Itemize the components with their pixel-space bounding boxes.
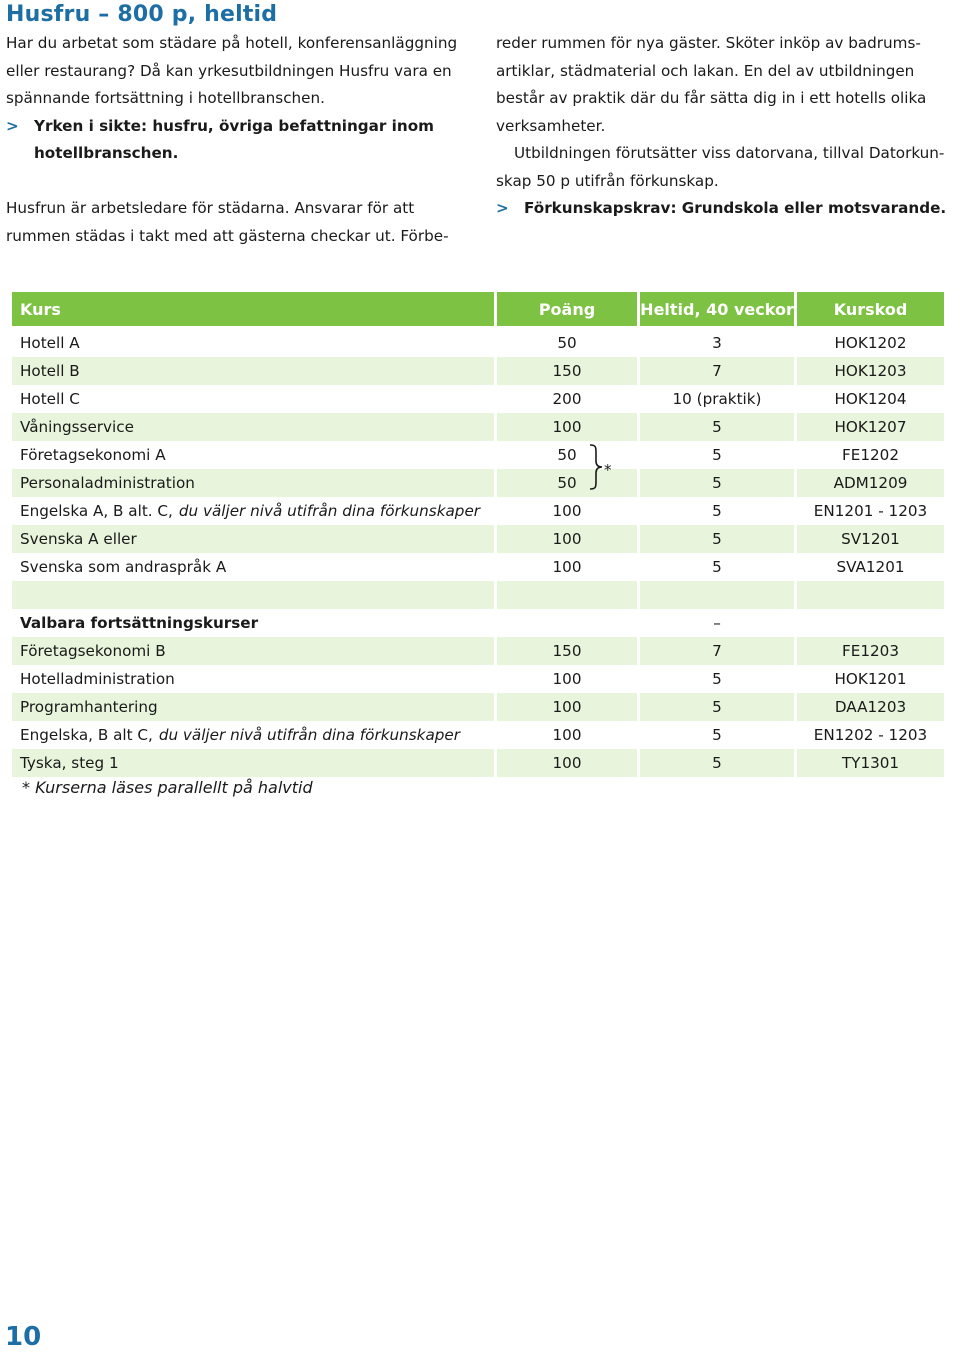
krav-text: Förkunskapskrav: Grundskola eller motsvarande. (524, 199, 947, 217)
cell-kurskod: EN1202 - 1203 (813, 726, 928, 744)
cell-kurskod: EN1201 - 1203 (813, 502, 928, 520)
cell-heltid: 5 (640, 525, 794, 553)
table-row (12, 525, 944, 553)
description-paragraph: Husfrun är arbetsledare för städarna. Ansvarar för att rummen städas i takt med att gästerna checkar ut. Förbe- (6, 199, 449, 245)
intro-paragraph: Har du arbetat som städare på hotell, konferensanläggning eller restaurang? Då kan yrkesutbildningen Husfru vara en spännande fortsättning i hotellbranschen. (6, 34, 458, 107)
header-kurskod: Kurskod (797, 292, 944, 326)
cell-poang: 50 (557, 446, 577, 464)
table-row (12, 357, 944, 385)
header-poang: Poäng (497, 292, 637, 326)
yrken-text: Yrken i sikte: husfru, övriga befattningar inom hotellbranschen. (34, 116, 434, 162)
cell-poang: 150 (497, 357, 637, 385)
right-column (496, 30, 958, 223)
table-row (12, 497, 944, 525)
cell-kurs: Hotell A (20, 334, 80, 352)
table-row (12, 413, 944, 441)
left-column (6, 30, 476, 250)
cell-kurs: Hotelladministration (20, 670, 175, 688)
kurs-text: Engelska A, B alt. C, (20, 502, 173, 520)
kurs-note: du väljer nivå utifrån dina förkunskaper (158, 726, 460, 744)
cell-heltid: 7 (640, 357, 794, 385)
table-header (12, 292, 944, 326)
cell-kurs (12, 721, 494, 749)
krav-bullet (496, 195, 958, 223)
footnote: * Kurserna läses parallellt på halvtid (22, 778, 313, 797)
cell-poang: 100 (497, 749, 637, 777)
cell-heltid: 7 (640, 637, 794, 665)
table-row-empty (12, 581, 944, 609)
cell-poang: 100 (552, 502, 582, 520)
table-row (12, 329, 944, 357)
cell-kurs: Svenska som andraspråk A (20, 558, 227, 576)
optional-header-dash: – (713, 614, 721, 632)
cell-poang: 50 (497, 469, 637, 497)
description-continued: reder rummen för nya gäster. Sköter inköp av badrumsartiklar, städmaterial och lakan. En del av utbildningen består av praktik där du får sätta dig in i ett hotells olika verksamheter. (496, 34, 927, 135)
page-number: 10 (5, 1322, 42, 1352)
cell-kurs: Hotell C (20, 390, 80, 408)
cell-poang: 100 (552, 670, 582, 688)
kurs-text: Engelska, B alt C, (20, 726, 153, 744)
kurs-note: du väljer nivå utifrån dina förkunskaper (178, 502, 481, 520)
cell-heltid: 5 (712, 726, 722, 744)
cell-poang: 100 (552, 726, 582, 744)
header-heltid: Heltid, 40 veckor (640, 292, 794, 326)
cell-kurs: Hotell B (12, 357, 494, 385)
cell-kurskod: ADM1209 (797, 469, 944, 497)
cell-kurskod: HOK1207 (797, 413, 944, 441)
cell-kurskod: SV1201 (797, 525, 944, 553)
cell-heltid: 5 (712, 670, 722, 688)
cell-kurskod: HOK1201 (834, 670, 907, 688)
table-row (12, 385, 944, 413)
cell-poang: 100 (497, 413, 637, 441)
cell-heltid: 5 (640, 749, 794, 777)
cell-kurs: Företagsekonomi B (12, 637, 494, 665)
cell-kurs: Tyska, steg 1 (12, 749, 494, 777)
table-row (12, 749, 944, 777)
cell-heltid: 5 (712, 558, 722, 576)
table-row (12, 553, 944, 581)
cell-heltid: 5 (640, 693, 794, 721)
cell-kurs: Programhantering (12, 693, 494, 721)
header-kurs: Kurs (12, 292, 494, 326)
table-row (12, 693, 944, 721)
bullet-arrow-icon: > (496, 199, 509, 217)
optional-header: Valbara fortsättningskurser (20, 614, 259, 632)
bullet-arrow-icon: > (6, 116, 19, 135)
cell-heltid: 5 (640, 469, 794, 497)
cell-kurskod: TY1301 (797, 749, 944, 777)
yrken-bullet (6, 113, 476, 168)
table-row (12, 665, 944, 693)
cell-kurs: Personaladministration (12, 469, 494, 497)
cell-poang: 100 (497, 525, 637, 553)
table-row (12, 637, 944, 665)
cell-kurs: Våningsservice (12, 413, 494, 441)
table-row (12, 721, 944, 749)
cell-poang: 200 (552, 390, 582, 408)
cell-heltid: 10 (praktik) (672, 390, 762, 408)
cell-poang: 150 (497, 637, 637, 665)
brace-icon (578, 441, 618, 493)
cell-kurskod: DAA1203 (797, 693, 944, 721)
cell-kurs: Svenska A eller (12, 525, 494, 553)
table-row (12, 441, 944, 469)
cell-kurskod: FE1203 (797, 637, 944, 665)
cell-kurskod: HOK1202 (834, 334, 907, 352)
cell-poang: 100 (497, 693, 637, 721)
cell-heltid: 5 (712, 502, 722, 520)
utbildning-paragraph: Utbildningen förutsätter viss datorvana, tillval Datorkunskap 50 p utifrån förkunskap. (496, 144, 945, 190)
page-title: Husfru – 800 p, heltid (6, 2, 278, 27)
cell-kurskod: HOK1204 (834, 390, 907, 408)
cell-kurskod: SVA1201 (836, 558, 905, 576)
cell-poang: 50 (557, 334, 577, 352)
cell-heltid: 5 (712, 446, 722, 464)
cell-heltid: 5 (640, 413, 794, 441)
optional-header-row (12, 609, 944, 637)
cell-kurskod: FE1202 (842, 446, 899, 464)
cell-kurs (12, 497, 494, 525)
cell-heltid: 3 (712, 334, 722, 352)
cell-kurskod: HOK1203 (797, 357, 944, 385)
brace-asterisk: * (604, 461, 612, 479)
cell-poang: 100 (552, 558, 582, 576)
table-row (12, 469, 944, 497)
cell-kurs: Företagsekonomi A (20, 446, 166, 464)
